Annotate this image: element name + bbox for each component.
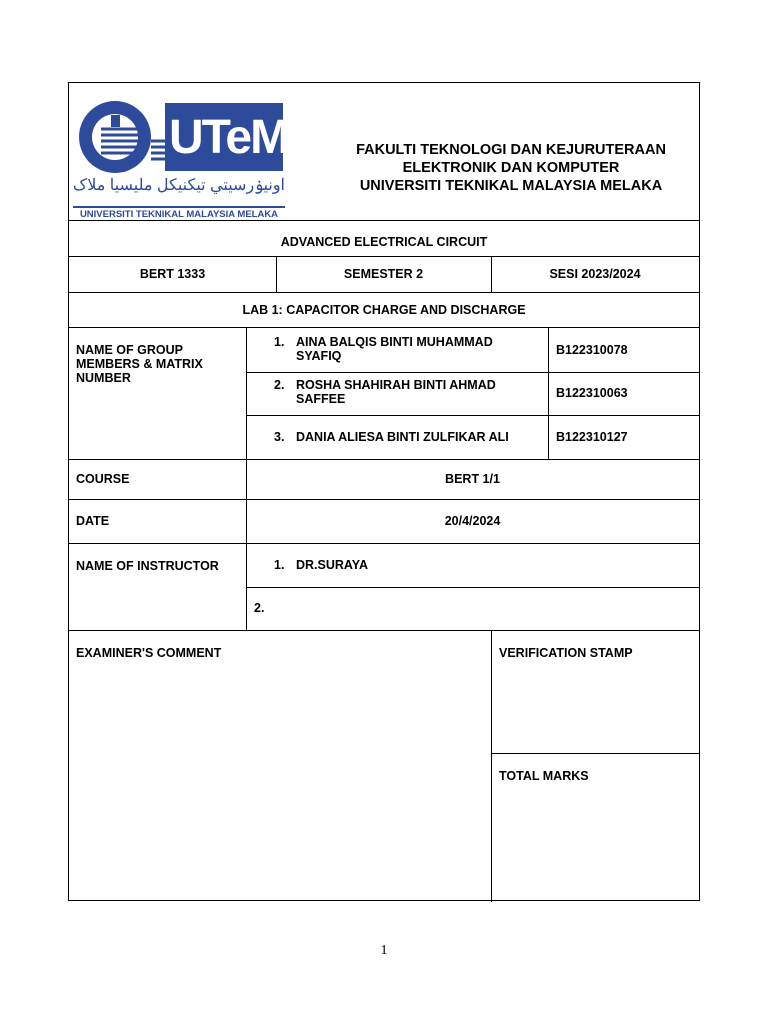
page-number: 1 <box>380 943 388 958</box>
logo-wordmark: UTeM <box>169 111 289 164</box>
divider <box>246 372 699 373</box>
faculty-line-1: FAKULTI TEKNOLOGI DAN KEJURUTERAAN <box>356 142 666 158</box>
member-matrix: B122310127 <box>556 430 628 444</box>
member-name: AINA BALQIS BINTI MUHAMMAD SYAFIQ <box>296 335 493 363</box>
verification-stamp-label: VERIFICATION STAMP <box>499 646 633 660</box>
logo-jawi-text: اونيۏرسيتي تيكنيكل مليسيا ملاک <box>73 177 285 194</box>
member-number: 3. <box>274 430 285 444</box>
divider <box>69 630 699 631</box>
instructor-label: NAME OF INSTRUCTOR <box>76 559 219 573</box>
subject-title: ADVANCED ELECTRICAL CIRCUIT <box>280 235 488 249</box>
date-label: DATE <box>76 514 110 528</box>
member-number: 1. <box>274 335 285 349</box>
course-code: BERT 1333 <box>139 267 206 281</box>
divider <box>69 256 699 257</box>
divider <box>69 327 699 328</box>
instructor-name: DR.SURAYA <box>296 558 369 572</box>
divider <box>246 415 699 416</box>
member-matrix: B122310063 <box>556 386 628 400</box>
faculty-heading <box>331 141 691 195</box>
total-marks-label: TOTAL MARKS <box>499 769 589 783</box>
divider <box>491 753 699 754</box>
instructor-number: 2. <box>254 601 265 615</box>
faculty-line-3: UNIVERSITI TEKNIKAL MALAYSIA MELAKA <box>359 178 663 194</box>
utem-logo <box>71 89 289 220</box>
divider <box>548 327 549 459</box>
divider <box>69 220 699 221</box>
member-name: ROSHA SHAHIRAH BINTI AHMAD SAFFEE <box>296 378 496 406</box>
semester: SEMESTER 2 <box>343 267 424 281</box>
cover-page-table <box>68 82 700 901</box>
faculty-line-2: ELEKTRONIK DAN KOMPUTER <box>402 160 620 176</box>
divider <box>491 630 492 902</box>
member-number: 2. <box>274 378 285 392</box>
logo-caption: UNIVERSITI TEKNIKAL MALAYSIA MELAKA <box>73 206 285 220</box>
member-matrix: B122310078 <box>556 343 628 357</box>
lab-title: LAB 1: CAPACITOR CHARGE AND DISCHARGE <box>242 303 526 317</box>
course-label: COURSE <box>76 472 130 486</box>
member-name: DANIA ALIESA BINTI ZULFIKAR ALI <box>296 430 509 444</box>
course-value: BERT 1/1 <box>445 472 500 486</box>
members-label: NAME OF GROUP MEMBERS & MATRIX NUMBER <box>76 343 203 385</box>
divider <box>69 499 699 500</box>
divider <box>69 543 699 544</box>
date-value: 20/4/2024 <box>444 514 501 528</box>
divider <box>69 459 699 460</box>
examiner-comment-label: EXAMINER'S COMMENT <box>76 646 222 660</box>
divider <box>69 292 699 293</box>
divider <box>246 587 699 588</box>
session: SESI 2023/2024 <box>549 267 641 281</box>
instructor-number: 1. <box>274 558 285 572</box>
